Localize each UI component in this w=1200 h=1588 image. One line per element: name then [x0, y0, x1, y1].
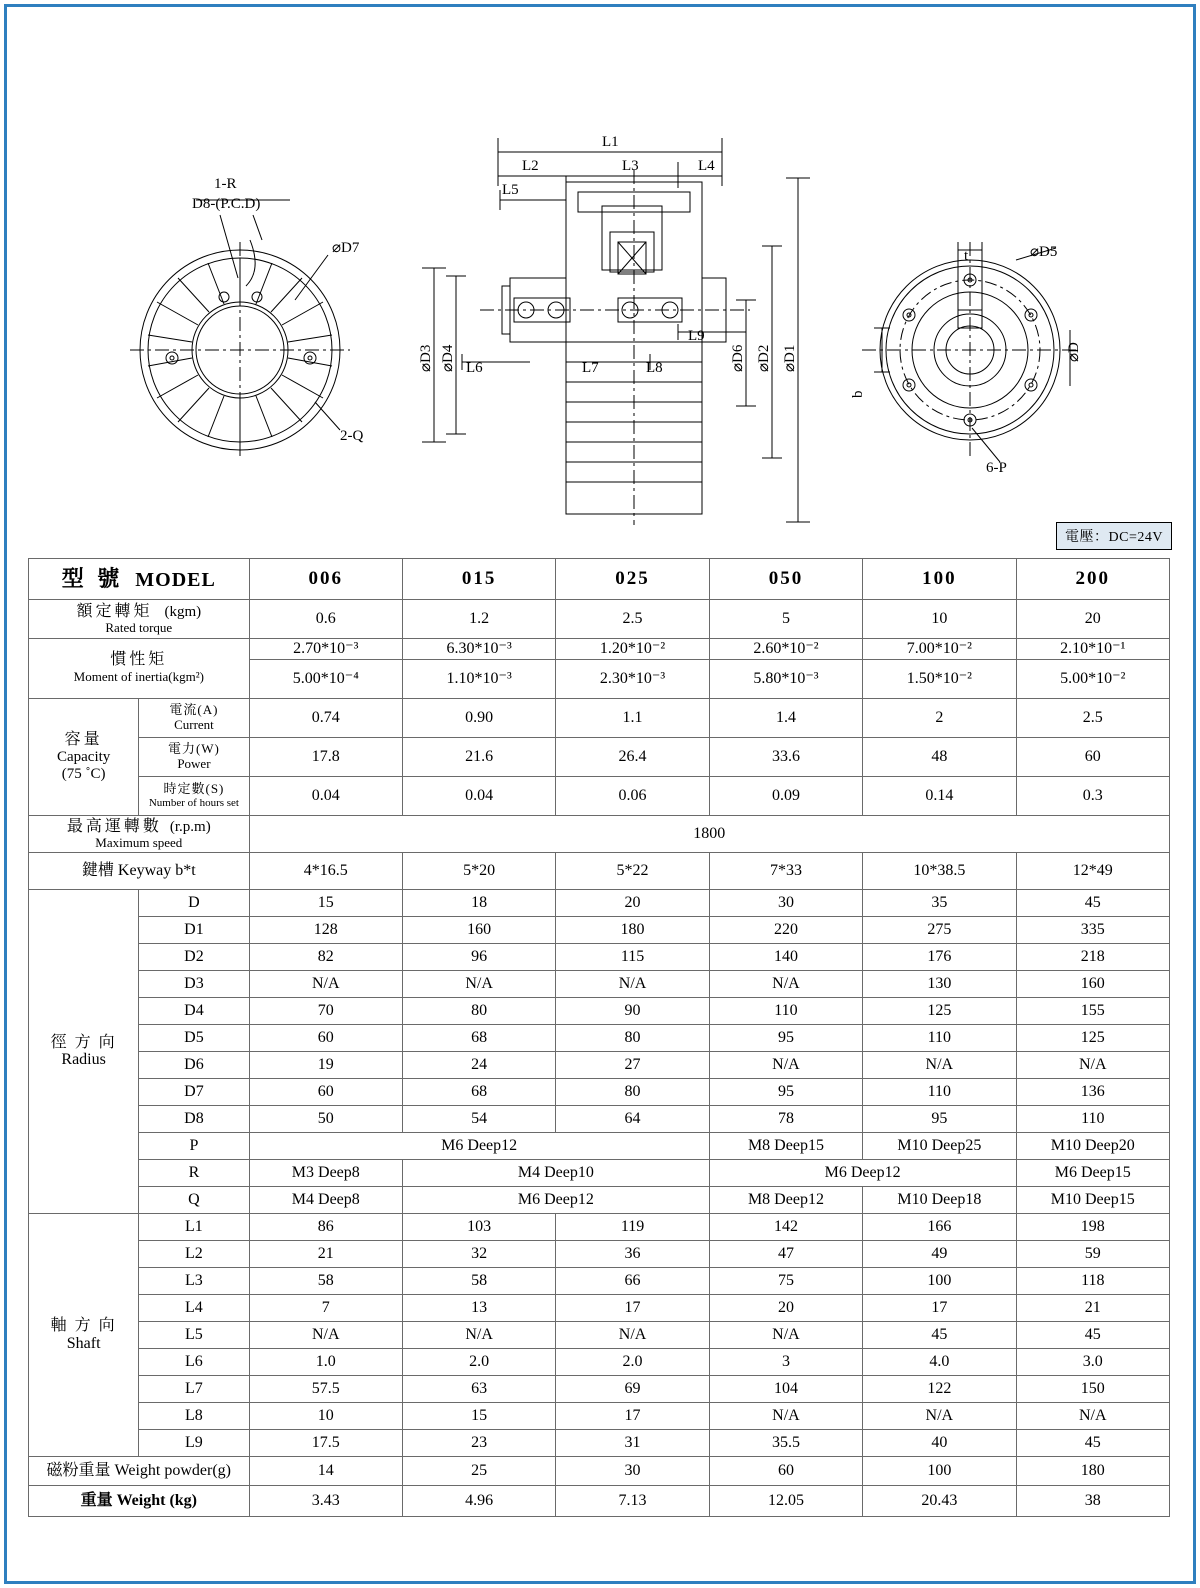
D-100: 35 [863, 889, 1016, 916]
inertia-b-200: 5.00*10⁻² [1016, 659, 1169, 698]
model-header-cell: 型 號 MODEL [29, 559, 250, 600]
model-200: 200 [1016, 559, 1169, 600]
page-inner [10, 10, 1190, 1578]
label-L1: L1 [602, 134, 619, 150]
weight-006: 3.43 [249, 1485, 402, 1516]
L2-100: 49 [863, 1240, 1016, 1267]
keyway-050: 7*33 [709, 852, 862, 889]
dim-name-D3: D3 [139, 970, 249, 997]
Q-015-025: M6 Deep12 [402, 1186, 709, 1213]
L9-200: 45 [1016, 1429, 1169, 1456]
dim-name-L9: L9 [139, 1429, 249, 1456]
D1-100: 275 [863, 916, 1016, 943]
shaft-label: 軸 方 向 Shaft [29, 1213, 139, 1456]
inertia-a-200: 2.10*10⁻¹ [1016, 639, 1169, 660]
powder-006: 14 [249, 1456, 402, 1485]
power-006: 17.8 [249, 737, 402, 776]
table-row-weight [29, 1485, 1170, 1516]
capacity-label: 容量 Capacity (75 ˚C) [29, 698, 139, 815]
table-row-D6 [29, 1051, 1170, 1078]
dim-name-D5: D5 [139, 1024, 249, 1051]
L2-200: 59 [1016, 1240, 1169, 1267]
D1-050: 220 [709, 916, 862, 943]
label-L4: L4 [698, 158, 715, 174]
D4-025: 90 [556, 997, 709, 1024]
L5-050: N/A [709, 1321, 862, 1348]
D6-006: 19 [249, 1051, 402, 1078]
D6-015: 24 [402, 1051, 555, 1078]
table-row-Q [29, 1186, 1170, 1213]
L3-200: 118 [1016, 1267, 1169, 1294]
dim-name-L3: L3 [139, 1267, 249, 1294]
dim-name-L2: L2 [139, 1240, 249, 1267]
P-200: M10 Deep20 [1016, 1132, 1169, 1159]
table-row-D [29, 889, 1170, 916]
L6-200: 3.0 [1016, 1348, 1169, 1375]
dim-name-D6: D6 [139, 1051, 249, 1078]
dim-name-L7: L7 [139, 1375, 249, 1402]
D1-006: 128 [249, 916, 402, 943]
inertia-b-100: 1.50*10⁻² [863, 659, 1016, 698]
D2-050: 140 [709, 943, 862, 970]
L4-006: 7 [249, 1294, 402, 1321]
table-row-powder-weight [29, 1456, 1170, 1485]
P-006-025: M6 Deep12 [249, 1132, 709, 1159]
table-row-L4 [29, 1294, 1170, 1321]
max-speed-value: 1800 [249, 815, 1169, 852]
weight-label: 重量 Weight (kg) [29, 1485, 250, 1516]
table-row-P [29, 1132, 1170, 1159]
D8-015: 54 [402, 1105, 555, 1132]
power-050: 33.6 [709, 737, 862, 776]
specification-table [28, 558, 1170, 1517]
keyway-200: 12*49 [1016, 852, 1169, 889]
label-D3: ⌀D3 [418, 344, 434, 372]
table-row-D8 [29, 1105, 1170, 1132]
L4-025: 17 [556, 1294, 709, 1321]
L1-200: 198 [1016, 1213, 1169, 1240]
label-D4: ⌀D4 [440, 344, 456, 372]
dim-name-L6: L6 [139, 1348, 249, 1375]
rated-torque-015: 1.2 [402, 600, 555, 639]
rated-torque-025: 2.5 [556, 600, 709, 639]
hours-050: 0.09 [709, 776, 862, 815]
D8-100: 95 [863, 1105, 1016, 1132]
table-row-L6 [29, 1348, 1170, 1375]
hours-025: 0.06 [556, 776, 709, 815]
D-200: 45 [1016, 889, 1169, 916]
model-050: 050 [709, 559, 862, 600]
table-row-max-speed [29, 815, 1170, 852]
D-006: 15 [249, 889, 402, 916]
current-050: 1.4 [709, 698, 862, 737]
current-label: 電流(A) Current [139, 698, 249, 737]
D6-200: N/A [1016, 1051, 1169, 1078]
dim-name-L8: L8 [139, 1402, 249, 1429]
inertia-a-015: 6.30*10⁻³ [402, 639, 555, 660]
R-015-025: M4 Deep10 [402, 1159, 709, 1186]
Q-100: M10 Deep18 [863, 1186, 1016, 1213]
label-L8: L8 [646, 360, 663, 376]
label-L2: L2 [522, 158, 539, 174]
radius-label: 徑 方 向 Radius [29, 889, 139, 1213]
dim-name-Q: Q [139, 1186, 249, 1213]
label-t: t [964, 248, 969, 264]
table-row-L7 [29, 1375, 1170, 1402]
label-D2: ⌀D2 [756, 344, 772, 372]
table-row-current [29, 698, 1170, 737]
inertia-b-025: 2.30*10⁻³ [556, 659, 709, 698]
D8-050: 78 [709, 1105, 862, 1132]
weight-200: 38 [1016, 1485, 1169, 1516]
weight-015: 4.96 [402, 1485, 555, 1516]
D-015: 18 [402, 889, 555, 916]
inertia-a-050: 2.60*10⁻² [709, 639, 862, 660]
D5-200: 125 [1016, 1024, 1169, 1051]
L3-025: 66 [556, 1267, 709, 1294]
D8-200: 110 [1016, 1105, 1169, 1132]
table-row-keyway [29, 852, 1170, 889]
L6-015: 2.0 [402, 1348, 555, 1375]
table-row-L1 [29, 1213, 1170, 1240]
rated-torque-006: 0.6 [249, 600, 402, 639]
model-025: 025 [556, 559, 709, 600]
rear-view-drawing [862, 242, 1078, 462]
L9-015: 23 [402, 1429, 555, 1456]
max-speed-label: 最高運轉數 (r.p.m) Maximum speed [29, 815, 250, 852]
table-row-hours [29, 776, 1170, 815]
label-b: b [850, 390, 866, 398]
D3-006: N/A [249, 970, 402, 997]
voltage-badge: 電壓：DC=24V [1056, 522, 1172, 550]
keyway-100: 10*38.5 [863, 852, 1016, 889]
inertia-b-050: 5.80*10⁻³ [709, 659, 862, 698]
dim-name-D1: D1 [139, 916, 249, 943]
L2-025: 36 [556, 1240, 709, 1267]
D1-015: 160 [402, 916, 555, 943]
model-015: 015 [402, 559, 555, 600]
powder-200: 180 [1016, 1456, 1169, 1485]
front-view-drawing [130, 200, 350, 460]
table-row-L8 [29, 1402, 1170, 1429]
D2-025: 115 [556, 943, 709, 970]
D-050: 30 [709, 889, 862, 916]
section-view-drawing [422, 138, 810, 525]
D3-050: N/A [709, 970, 862, 997]
D2-006: 82 [249, 943, 402, 970]
table-row-D2 [29, 943, 1170, 970]
dim-name-L1: L1 [139, 1213, 249, 1240]
rated-torque-050: 5 [709, 600, 862, 639]
L3-100: 100 [863, 1267, 1016, 1294]
table-row-L5 [29, 1321, 1170, 1348]
L8-200: N/A [1016, 1402, 1169, 1429]
dim-name-D: D [139, 889, 249, 916]
model-006: 006 [249, 559, 402, 600]
L7-025: 69 [556, 1375, 709, 1402]
label-1-R: 1-R [214, 176, 237, 192]
R-006: M3 Deep8 [249, 1159, 402, 1186]
weight-050: 12.05 [709, 1485, 862, 1516]
L8-100: N/A [863, 1402, 1016, 1429]
label-D6: ⌀D6 [730, 344, 746, 372]
P-100: M10 Deep25 [863, 1132, 1016, 1159]
weight-025: 7.13 [556, 1485, 709, 1516]
L5-200: 45 [1016, 1321, 1169, 1348]
inertia-a-006: 2.70*10⁻³ [249, 639, 402, 660]
power-100: 48 [863, 737, 1016, 776]
Q-200: M10 Deep15 [1016, 1186, 1169, 1213]
L1-006: 86 [249, 1213, 402, 1240]
label-D8-PCD: D8-(P.C.D) [192, 196, 261, 212]
L1-100: 166 [863, 1213, 1016, 1240]
L6-100: 4.0 [863, 1348, 1016, 1375]
L7-200: 150 [1016, 1375, 1169, 1402]
D2-100: 176 [863, 943, 1016, 970]
powder-050: 60 [709, 1456, 862, 1485]
table-row-D4 [29, 997, 1170, 1024]
inertia-a-100: 7.00*10⁻² [863, 639, 1016, 660]
table-row-L2 [29, 1240, 1170, 1267]
D2-015: 96 [402, 943, 555, 970]
L3-006: 58 [249, 1267, 402, 1294]
D1-025: 180 [556, 916, 709, 943]
label-L3: L3 [622, 158, 639, 174]
label-D7: ⌀D7 [332, 240, 360, 256]
L3-050: 75 [709, 1267, 862, 1294]
L7-006: 57.5 [249, 1375, 402, 1402]
weight-100: 20.43 [863, 1485, 1016, 1516]
label-2-Q: 2-Q [340, 428, 364, 444]
D3-100: 130 [863, 970, 1016, 997]
powder-weight-label: 磁粉重量 Weight powder(g) [29, 1456, 250, 1485]
L1-050: 142 [709, 1213, 862, 1240]
drawing-svg [10, 10, 1190, 535]
power-label: 電力(W) Power [139, 737, 249, 776]
table-row-power [29, 737, 1170, 776]
label-L6: L6 [466, 360, 483, 376]
D-025: 20 [556, 889, 709, 916]
D3-015: N/A [402, 970, 555, 997]
powder-100: 100 [863, 1456, 1016, 1485]
P-050: M8 Deep15 [709, 1132, 862, 1159]
L4-100: 17 [863, 1294, 1016, 1321]
D7-050: 95 [709, 1078, 862, 1105]
table-row-D3 [29, 970, 1170, 997]
keyway-006: 4*16.5 [249, 852, 402, 889]
L2-015: 32 [402, 1240, 555, 1267]
R-050-100: M6 Deep12 [709, 1159, 1016, 1186]
D7-100: 110 [863, 1078, 1016, 1105]
table-row-model [29, 559, 1170, 600]
current-015: 0.90 [402, 698, 555, 737]
table-row-D1 [29, 916, 1170, 943]
L7-100: 122 [863, 1375, 1016, 1402]
hours-200: 0.3 [1016, 776, 1169, 815]
label-6-P: 6-P [986, 460, 1007, 476]
dim-name-D8: D8 [139, 1105, 249, 1132]
table-row-D7 [29, 1078, 1170, 1105]
power-200: 60 [1016, 737, 1169, 776]
D5-015: 68 [402, 1024, 555, 1051]
R-200: M6 Deep15 [1016, 1159, 1169, 1186]
L4-015: 13 [402, 1294, 555, 1321]
table-row-rated-torque [29, 600, 1170, 639]
L2-050: 47 [709, 1240, 862, 1267]
table-row-D5 [29, 1024, 1170, 1051]
L9-050: 35.5 [709, 1429, 862, 1456]
D6-100: N/A [863, 1051, 1016, 1078]
D5-050: 95 [709, 1024, 862, 1051]
table-row-R [29, 1159, 1170, 1186]
L8-050: N/A [709, 1402, 862, 1429]
hours-006: 0.04 [249, 776, 402, 815]
table-row-L3 [29, 1267, 1170, 1294]
D7-025: 80 [556, 1078, 709, 1105]
dim-name-D4: D4 [139, 997, 249, 1024]
L5-100: 45 [863, 1321, 1016, 1348]
rated-torque-label: 額定轉矩 (kgm) Rated torque [29, 600, 250, 639]
D6-050: N/A [709, 1051, 862, 1078]
power-025: 26.4 [556, 737, 709, 776]
label-L5: L5 [502, 182, 519, 198]
D6-025: 27 [556, 1051, 709, 1078]
L9-025: 31 [556, 1429, 709, 1456]
current-025: 1.1 [556, 698, 709, 737]
L4-050: 20 [709, 1294, 862, 1321]
keyway-025: 5*22 [556, 852, 709, 889]
D3-025: N/A [556, 970, 709, 997]
keyway-label: 鍵槽 Keyway b*t [29, 852, 250, 889]
L5-025: N/A [556, 1321, 709, 1348]
D7-015: 68 [402, 1078, 555, 1105]
Q-006: M4 Deep8 [249, 1186, 402, 1213]
inertia-label: 慣性矩 Moment of inertia(kgm²) [29, 639, 250, 699]
L8-006: 10 [249, 1402, 402, 1429]
D7-006: 60 [249, 1078, 402, 1105]
hours-015: 0.04 [402, 776, 555, 815]
L7-050: 104 [709, 1375, 862, 1402]
label-L7: L7 [582, 360, 599, 376]
L7-015: 63 [402, 1375, 555, 1402]
L6-025: 2.0 [556, 1348, 709, 1375]
dim-name-L4: L4 [139, 1294, 249, 1321]
D4-006: 70 [249, 997, 402, 1024]
current-200: 2.5 [1016, 698, 1169, 737]
D7-200: 136 [1016, 1078, 1169, 1105]
dim-name-R: R [139, 1159, 249, 1186]
Q-050: M8 Deep12 [709, 1186, 862, 1213]
D8-006: 50 [249, 1105, 402, 1132]
label-L9: L9 [688, 328, 705, 344]
D4-050: 110 [709, 997, 862, 1024]
rated-torque-100: 10 [863, 600, 1016, 639]
D5-100: 110 [863, 1024, 1016, 1051]
L1-025: 119 [556, 1213, 709, 1240]
dim-name-D7: D7 [139, 1078, 249, 1105]
dim-name-P: P [139, 1132, 249, 1159]
L9-006: 17.5 [249, 1429, 402, 1456]
inertia-b-006: 5.00*10⁻⁴ [249, 659, 402, 698]
inertia-b-015: 1.10*10⁻³ [402, 659, 555, 698]
keyway-015: 5*20 [402, 852, 555, 889]
rated-torque-200: 20 [1016, 600, 1169, 639]
dim-name-D2: D2 [139, 943, 249, 970]
power-015: 21.6 [402, 737, 555, 776]
D1-200: 335 [1016, 916, 1169, 943]
D4-100: 125 [863, 997, 1016, 1024]
L5-006: N/A [249, 1321, 402, 1348]
model-100: 100 [863, 559, 1016, 600]
D8-025: 64 [556, 1105, 709, 1132]
D4-015: 80 [402, 997, 555, 1024]
inertia-a-025: 1.20*10⁻² [556, 639, 709, 660]
L8-025: 17 [556, 1402, 709, 1429]
technical-drawings [10, 10, 1190, 545]
L3-015: 58 [402, 1267, 555, 1294]
current-006: 0.74 [249, 698, 402, 737]
label-D5: ⌀D5 [1030, 244, 1058, 260]
hours-100: 0.14 [863, 776, 1016, 815]
L6-006: 1.0 [249, 1348, 402, 1375]
current-100: 2 [863, 698, 1016, 737]
D2-200: 218 [1016, 943, 1169, 970]
L8-015: 15 [402, 1402, 555, 1429]
D3-200: 160 [1016, 970, 1169, 997]
L6-050: 3 [709, 1348, 862, 1375]
L4-200: 21 [1016, 1294, 1169, 1321]
powder-025: 30 [556, 1456, 709, 1485]
D5-025: 80 [556, 1024, 709, 1051]
D4-200: 155 [1016, 997, 1169, 1024]
hours-label: 時定數(S) Number of hours set [139, 776, 249, 815]
table-row-inertia-1 [29, 639, 1170, 660]
table-row-L9 [29, 1429, 1170, 1456]
L1-015: 103 [402, 1213, 555, 1240]
D5-006: 60 [249, 1024, 402, 1051]
L9-100: 40 [863, 1429, 1016, 1456]
L2-006: 21 [249, 1240, 402, 1267]
label-D: ⌀D [1066, 342, 1082, 362]
L5-015: N/A [402, 1321, 555, 1348]
label-D1: ⌀D1 [782, 344, 798, 372]
powder-015: 25 [402, 1456, 555, 1485]
dim-name-L5: L5 [139, 1321, 249, 1348]
